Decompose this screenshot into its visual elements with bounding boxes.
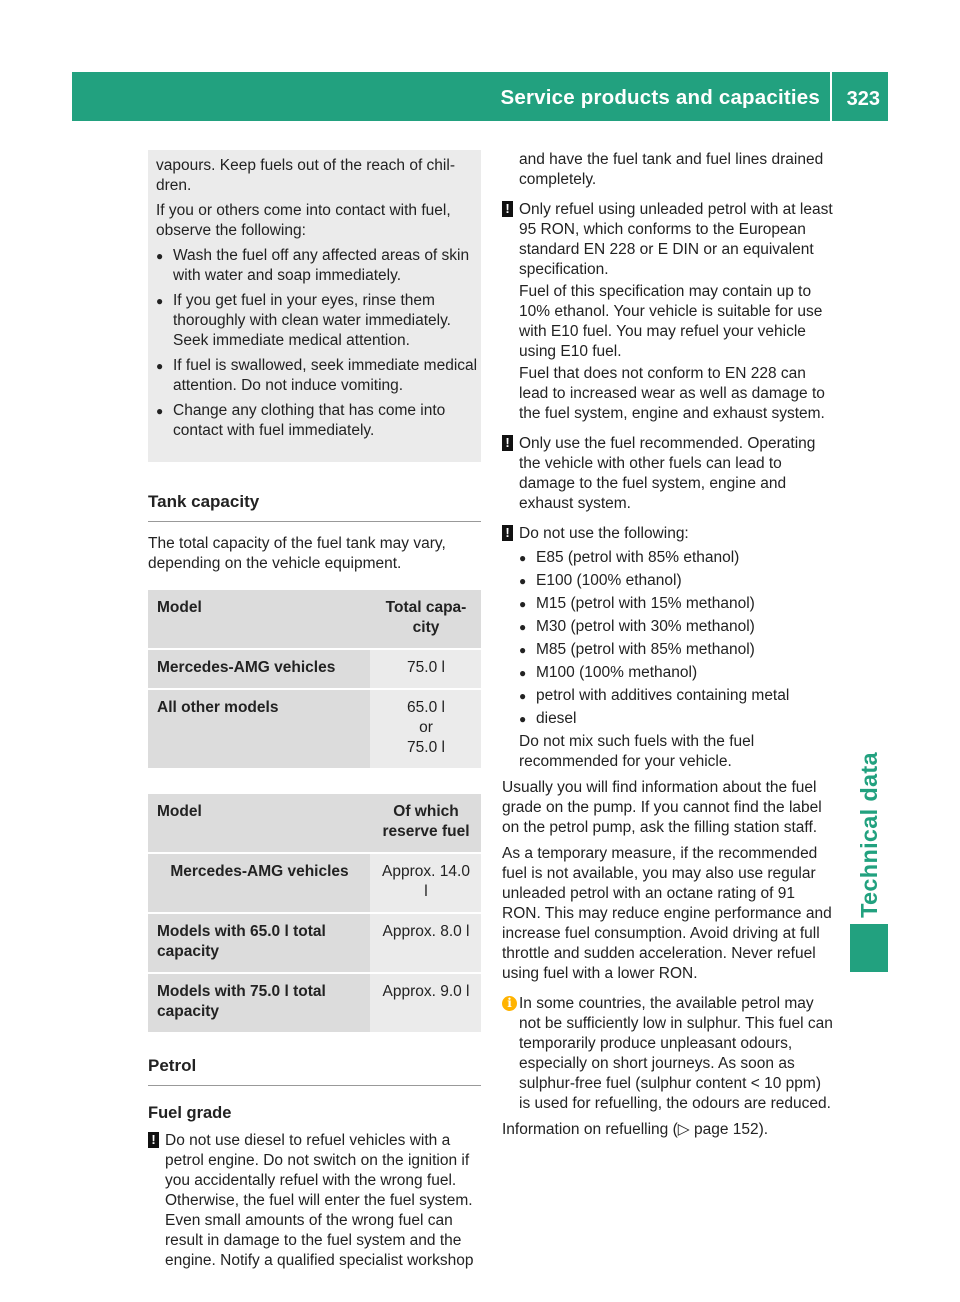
- table-header: Model: [148, 794, 370, 852]
- table-cell-value: Approx. 8.0 l: [370, 914, 481, 972]
- bullet-icon: ●: [156, 294, 164, 308]
- list-item: ● M85 (petrol with 85% methanol): [519, 641, 755, 658]
- table-row: [148, 914, 481, 972]
- table-row: [148, 854, 481, 912]
- bullet-icon: ●: [519, 712, 527, 726]
- tank-description: The total capacity of the fuel tank may vary, depending on the vehicle equipment.: [148, 535, 446, 572]
- section-heading-petrol: Petrol: [148, 1056, 481, 1086]
- table-header: Of which reserve fuel: [370, 794, 481, 852]
- exclamation-icon: !: [502, 201, 513, 217]
- table-cell-model: Models with 75.0 l total capacity: [148, 974, 370, 1032]
- notice-block: [502, 524, 836, 772]
- list-item: ● diesel: [519, 710, 577, 727]
- table-cell-value: 75.0 l: [370, 650, 481, 688]
- side-tab-label: Technical data: [856, 752, 882, 918]
- continuation-text: and have the fuel tank and fuel lines drained completely.: [519, 151, 824, 188]
- warning-list: [156, 246, 481, 441]
- exclamation-icon: !: [148, 1132, 159, 1148]
- list-item: ● E85 (petrol with 85% ethanol): [519, 549, 740, 566]
- list-item: ● Wash the fuel off any affected areas of skin with water and soap immediately.: [156, 247, 470, 284]
- notice-text: Do not use the following:: [519, 525, 689, 542]
- bullet-icon: ●: [156, 404, 164, 418]
- notice-text: Do not mix such fuels with the fuel recommended for your vehicle.: [519, 733, 755, 770]
- reserve-fuel-table: [148, 792, 481, 1034]
- bullet-icon: ●: [519, 643, 527, 657]
- body-paragraph: Usually you will find information about the fuel grade on the pump. If you cannot find the label on the petrol pump, ask the filling station staff.: [502, 779, 822, 836]
- table-row: [148, 690, 481, 768]
- notice-text: Only use the fuel recommended. Operating the vehicle with other fuels can lead to damage to the fuel system, engine and exhaust system.: [519, 435, 816, 512]
- list-item: ● E100 (100% ethanol): [519, 572, 682, 589]
- list-item: ● If you get fuel in your eyes, rinse them thoroughly with clean water immediately. Seek immediate medical attention.: [156, 292, 451, 349]
- list-item: ● petrol with additives containing metal: [519, 687, 790, 704]
- header-title: Service products and capacities: [500, 86, 820, 109]
- table-header: Total capa-city: [370, 590, 481, 648]
- notice-text: Only refuel using unleaded petrol with at least 95 RON, which conforms to the European standard EN 228 or E DIN or an equivalent specification.: [519, 201, 833, 278]
- list-item: ● If fuel is swallowed, seek immediate medical attention. Do not induce vomiting.: [156, 357, 478, 394]
- bullet-icon: ●: [519, 551, 527, 565]
- exclamation-icon: !: [502, 525, 513, 541]
- info-icon: i: [502, 996, 517, 1011]
- page-header: [72, 72, 888, 121]
- page-reference-link[interactable]: Information on refuelling (▷ page 152).: [502, 1121, 769, 1138]
- table-cell-model: Mercedes-AMG vehicles: [148, 854, 370, 912]
- prohibited-fuels-list: [519, 548, 836, 729]
- bullet-icon: ●: [519, 666, 527, 680]
- table-cell-value: Approx. 9.0 l: [370, 974, 481, 1032]
- warning-paragraph: vapours. Keep fuels out of the reach of chil-dren.: [156, 157, 455, 194]
- table-header-row: [148, 794, 481, 852]
- table-cell-model: All other models: [148, 690, 370, 768]
- body-paragraph: As a temporary measure, if the recommended fuel is not available, you may also use regular unleaded petrol with an octane rating of 91 RON. This may reduce engine performance and increase fuel consumption. Avoid driving at full throttle and sudden acceleration. Never refuel using fuel with a lower RON.: [502, 845, 832, 982]
- table-cell-model: Mercedes-AMG vehicles: [148, 650, 370, 688]
- bullet-icon: ●: [519, 597, 527, 611]
- tank-capacity-table: [148, 588, 481, 770]
- info-text: In some countries, the available petrol may not be sufficiently low in sulphur. This fuel can temporarily produce unpleasant odours, especially on short journeys. As soon as sulphur-free fuel (sulphur content < 10 ppm) is used for refuelling, the odours are reduced.: [519, 995, 833, 1112]
- section-heading-tank: Tank capacity: [148, 492, 481, 522]
- table-cell-model: Models with 65.0 l total capacity: [148, 914, 370, 972]
- list-item: ● M30 (petrol with 30% methanol): [519, 618, 755, 635]
- page-number: 323: [846, 88, 880, 110]
- bullet-icon: ●: [519, 689, 527, 703]
- notice-block: [502, 434, 836, 514]
- table-header: Model: [148, 590, 370, 648]
- table-cell-value: 65.0 l or 75.0 l: [370, 690, 481, 768]
- table-header-row: [148, 590, 481, 648]
- bullet-icon: ●: [519, 574, 527, 588]
- info-block: [502, 994, 836, 1114]
- bullet-icon: ●: [156, 359, 164, 373]
- notice-text: Fuel that does not conform to EN 228 can lead to increased wear as well as damage to the fuel system, engine and exhaust system.: [519, 365, 825, 422]
- notice-block: [502, 200, 836, 424]
- left-column: [148, 150, 481, 1273]
- table-cell-value: Approx. 14.0 l: [370, 854, 481, 912]
- list-item: ● M15 (petrol with 15% methanol): [519, 595, 755, 612]
- bullet-icon: ●: [519, 620, 527, 634]
- table-row: [148, 974, 481, 1032]
- bullet-icon: ●: [156, 249, 164, 263]
- table-row: [148, 650, 481, 688]
- warning-box: [148, 150, 481, 462]
- notice-block: [148, 1131, 481, 1271]
- exclamation-icon: !: [502, 435, 513, 451]
- header-divider: [830, 72, 832, 121]
- right-column: [502, 150, 836, 1140]
- list-item: ● Change any clothing that has come into contact with fuel immediately.: [156, 402, 446, 439]
- notice-text: Do not use diesel to refuel vehicles with a petrol engine. Do not switch on the ignition if you accidentally refuel with the wrong fuel. Otherwise, the fuel will enter the fuel system. Even small amounts of the wrong fuel can result in damage to the fuel system and the engine. Notify a qualified specialist workshop: [165, 1132, 474, 1269]
- notice-text: Fuel of this specification may contain up to 10% ethanol. Your vehicle is suitable for use with E10 fuel. You may refuel your vehicle using E10 fuel.: [519, 283, 823, 360]
- list-item: ● M100 (100% methanol): [519, 664, 698, 681]
- warning-paragraph: If you or others come into contact with fuel, observe the following:: [156, 202, 451, 239]
- subheading-fuel-grade: Fuel grade: [148, 1104, 232, 1122]
- side-tab-marker: [850, 924, 888, 972]
